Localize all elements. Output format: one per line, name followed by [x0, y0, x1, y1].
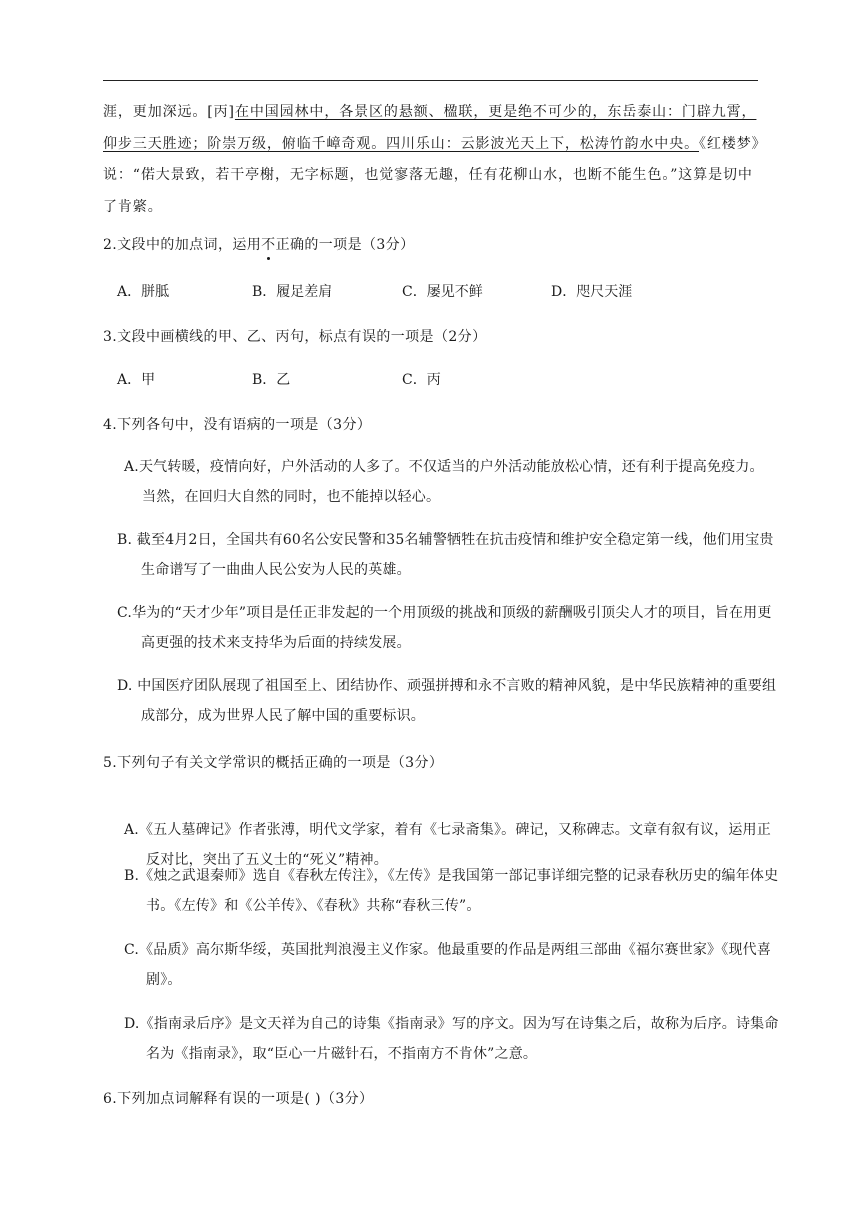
question-4-stem: 4.下列各句中，没有语病的一项是（3分）	[103, 417, 372, 433]
question-5-option-d: D.《指南录后序》是文天祥为自己的诗集《指南录》写的序文。因为写在诗集之后，故称为后序。诗集命名为《指南录》，取“臣心一片磁针石，不指南方不肯休”之意。	[124, 1016, 779, 1062]
header-rule	[103, 80, 758, 81]
question-3-option-c: C．丙	[402, 372, 441, 388]
question-4-option-a: A.天气转暖，疫情向好，户外活动的人多了。不仅适当的户外活动能放松心情，还有利于提高免疫力。当然，在回归大自然的同时，也不能掉以轻心。	[124, 459, 764, 505]
question-6-stem: 6.下列加点词解释有误的一项是( )（3分）	[103, 1091, 374, 1107]
passage-tail: 《红楼梦》说：“偌大景致，若干亭榭，无字标题，也觉寥落无趣，任有花柳山水，也断不能生色。”这算是切中了肯綮。	[103, 135, 760, 215]
question-5-option-b: B.《烛之武退秦师》选自《春秋左传注》，《左传》是我国第一部记事详细完整的记录春秋历史的编年体史书。《左传》和《公羊传》、《春秋》共称“春秋三传”。	[124, 868, 779, 914]
passage-paragraph	[103, 97, 763, 223]
question-2-option-c: C．屡见不鲜	[402, 284, 483, 300]
question-5-option-c: C.《品质》高尔斯华绥，英国批判浪漫主义作家。他最重要的作品是两组三部曲《福尔赛世家》《现代喜剧》。	[124, 942, 772, 988]
question-3-stem: 3.文段中画横线的甲、乙、丙句，标点有误的一项是（2分）	[103, 329, 487, 345]
question-2-option-b: B．履足差肩	[252, 284, 333, 300]
passage-lead: 涯，更加深远。[丙]	[103, 104, 235, 120]
question-5-option-a: A.《五人墓碑记》作者张溥，明代文学家，着有《七录斋集》。碑记，又称碑志。文章有叙有议，运用正反对比，突出了五义士的“死义”精神。	[124, 822, 771, 868]
question-4-option-c: C.华为的“天才少年”项目是任正非发起的一个用顶级的挑战和顶级的薪酬吸引顶尖人才的项目，旨在用更高更强的技术来支持华为后面的持续发展。	[117, 605, 772, 651]
question-2-stem: 2.文段中的加点词，运用不 正确的一项是（3分）	[103, 234, 415, 254]
question-2-option-d: D．咫尺天涯	[551, 284, 633, 300]
question-2-option-a: A．胼胝	[117, 284, 170, 300]
question-5-stem: 5.下列句子有关文学常识的概括正确的一项是（3分）	[103, 755, 444, 771]
dotted-character: 不	[261, 234, 275, 254]
question-4-option-d: D. 中国医疗团队展现了祖国至上、团结协作、顽强拼搏和永不言败的精神风貌，是中华民族精神的重要组成部分，成为世界人民了解中国的重要标识。	[117, 678, 777, 724]
question-3-option-a: A．甲	[117, 372, 156, 388]
question-3-option-b: B．乙	[252, 372, 291, 388]
question-4-option-b: B. 截至4月2日，全国共有60名公安民警和35名辅警牺牲在抗击疫情和维护安全稳定第一线，他们用宝贵生命谱写了一曲曲人民公安为人民的英雄。	[117, 532, 774, 578]
passage-underlined-sentence: 在中国园林中，各景区的悬额、楹联，更是绝不可少的，东岳泰山：门辟九霄，仰步三天胜迹；阶崇万级，俯临千嶂奇观。四川乐山：云影波光天上下，松涛竹韵水中央。	[103, 104, 757, 152]
